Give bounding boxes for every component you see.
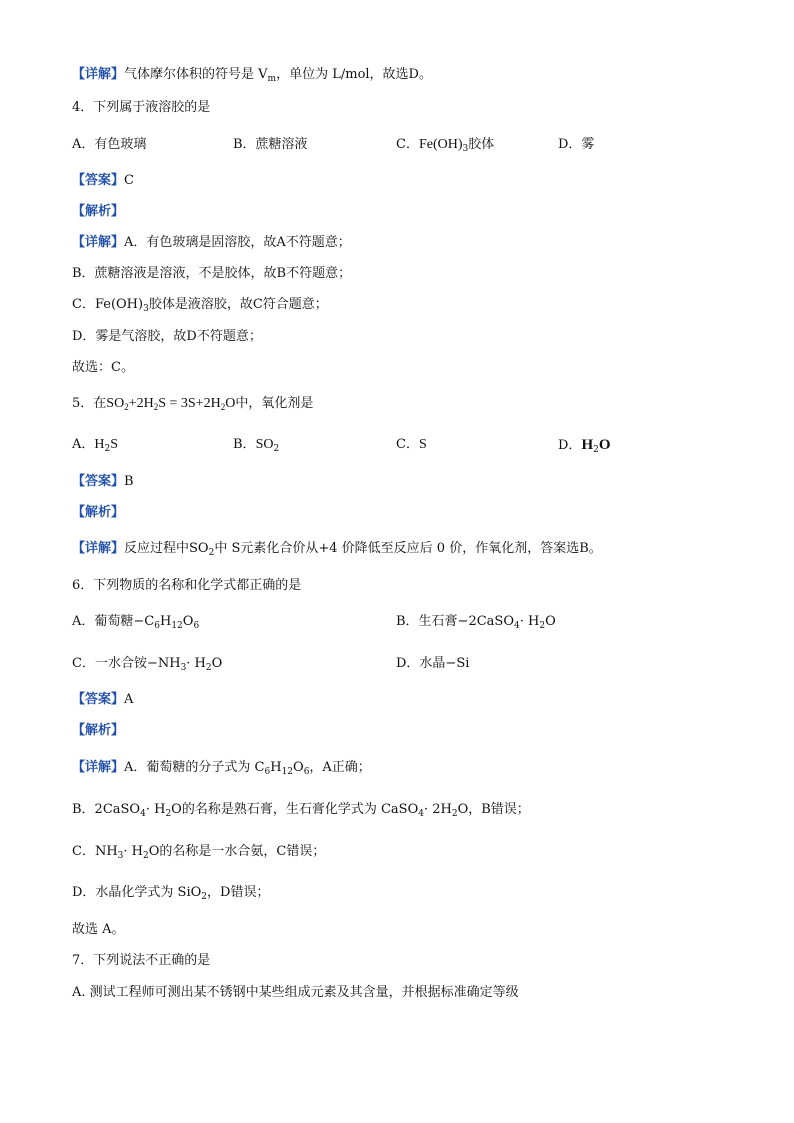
- q5-detail: 【详解】反应过程中$SO_2$中 S元素化合价从+4 价降低至反应后 0 价，作氧化剂，答案选B。: [72, 541, 602, 558]
- q5-option-a: A．$H_2S$: [72, 437, 119, 454]
- q6-option-a: A．葡萄糖$-C_6H_{12}O_6$: [72, 614, 200, 631]
- q7-stem: 7．下列说法不正确的是: [72, 953, 211, 968]
- q5-option-d: D．$H_2O$: [558, 437, 611, 455]
- q4-detail-3: C．$Fe(OH)_3$胶体是液溶胶，故C符合题意；: [72, 297, 328, 314]
- q5-equation: $SO_2+2H_2S = 3S+2H_2O$: [106, 396, 236, 412]
- q4-option-c: C．$Fe(OH)_3$胶体: [396, 137, 495, 154]
- q4-analysis-heading: 【解析】: [72, 204, 125, 219]
- q4-option-d: D．雾: [558, 137, 595, 152]
- q5-option-c: C．S: [396, 437, 427, 452]
- q6-option-d: D．水晶−Si: [396, 656, 470, 671]
- q6-analysis-heading: 【解析】: [72, 723, 125, 738]
- q6-conclusion: 故选 A。: [72, 922, 125, 937]
- q4-conclusion: 故选：C。: [72, 360, 134, 375]
- q7-option-a: A. 测试工程师可测出某不锈钢中某些组成元素及其含量，并根据标准确定等级: [72, 985, 519, 1000]
- q4-detail-1: 【详解】A．有色玻璃是固溶胶，故A不符题意；: [72, 235, 351, 250]
- q4-option-a: A．有色玻璃: [72, 137, 147, 152]
- q5-stem: 5．在$SO_2+2H_2S = 3S+2H_2O$中，氧化剂是: [72, 396, 314, 412]
- q4-option-b: B．蔗糖溶液: [233, 137, 308, 152]
- q6-option-b: B．生石膏−2CaSO$_4$· $H_2O$: [396, 614, 556, 631]
- q6-detail-2: B．2CaSO$_4$· $H_2O$的名称是熟石膏，生石膏化学式为 CaSO$_4$· $2H_2O$，B错误；: [72, 802, 530, 819]
- q5-analysis-heading: 【解析】: [72, 505, 125, 520]
- detail-tag: 【详解】: [72, 67, 125, 82]
- q5-option-b: B．$SO_2$: [233, 437, 280, 454]
- q4-detail-4: D．雾是气溶胶，故D不符题意；: [72, 329, 262, 344]
- q6-answer: 【答案】A: [72, 692, 134, 707]
- q4-detail-2: B．蔗糖溶液是溶液，不是胶体，故B不符题意；: [72, 266, 352, 281]
- q4-stem: 4．下列属于液溶胶的是: [72, 100, 211, 115]
- prev-detail-line: 【详解】气体摩尔体积的符号是 $V_m$，单位为 L/mol，故选D。: [72, 67, 432, 84]
- q6-option-c: C．一水合铵$-NH_3\cdot H_2O$: [72, 656, 223, 673]
- q6-detail-3: C．$NH_3\cdot H_2O$的名称是一水合氨，C错误；: [72, 844, 326, 861]
- q6-stem: 6．下列物质的名称和化学式都正确的是: [72, 578, 302, 593]
- q5-answer: 【答案】B: [72, 474, 134, 489]
- q6-detail-1: 【详解】A．葡萄糖的分子式为 $C_6H_{12}O_6$，A正确；: [72, 760, 371, 777]
- q6-detail-4: D．水晶化学式为 SiO$_2$，D错误；: [72, 885, 270, 902]
- q4-answer: 【答案】C: [72, 173, 134, 188]
